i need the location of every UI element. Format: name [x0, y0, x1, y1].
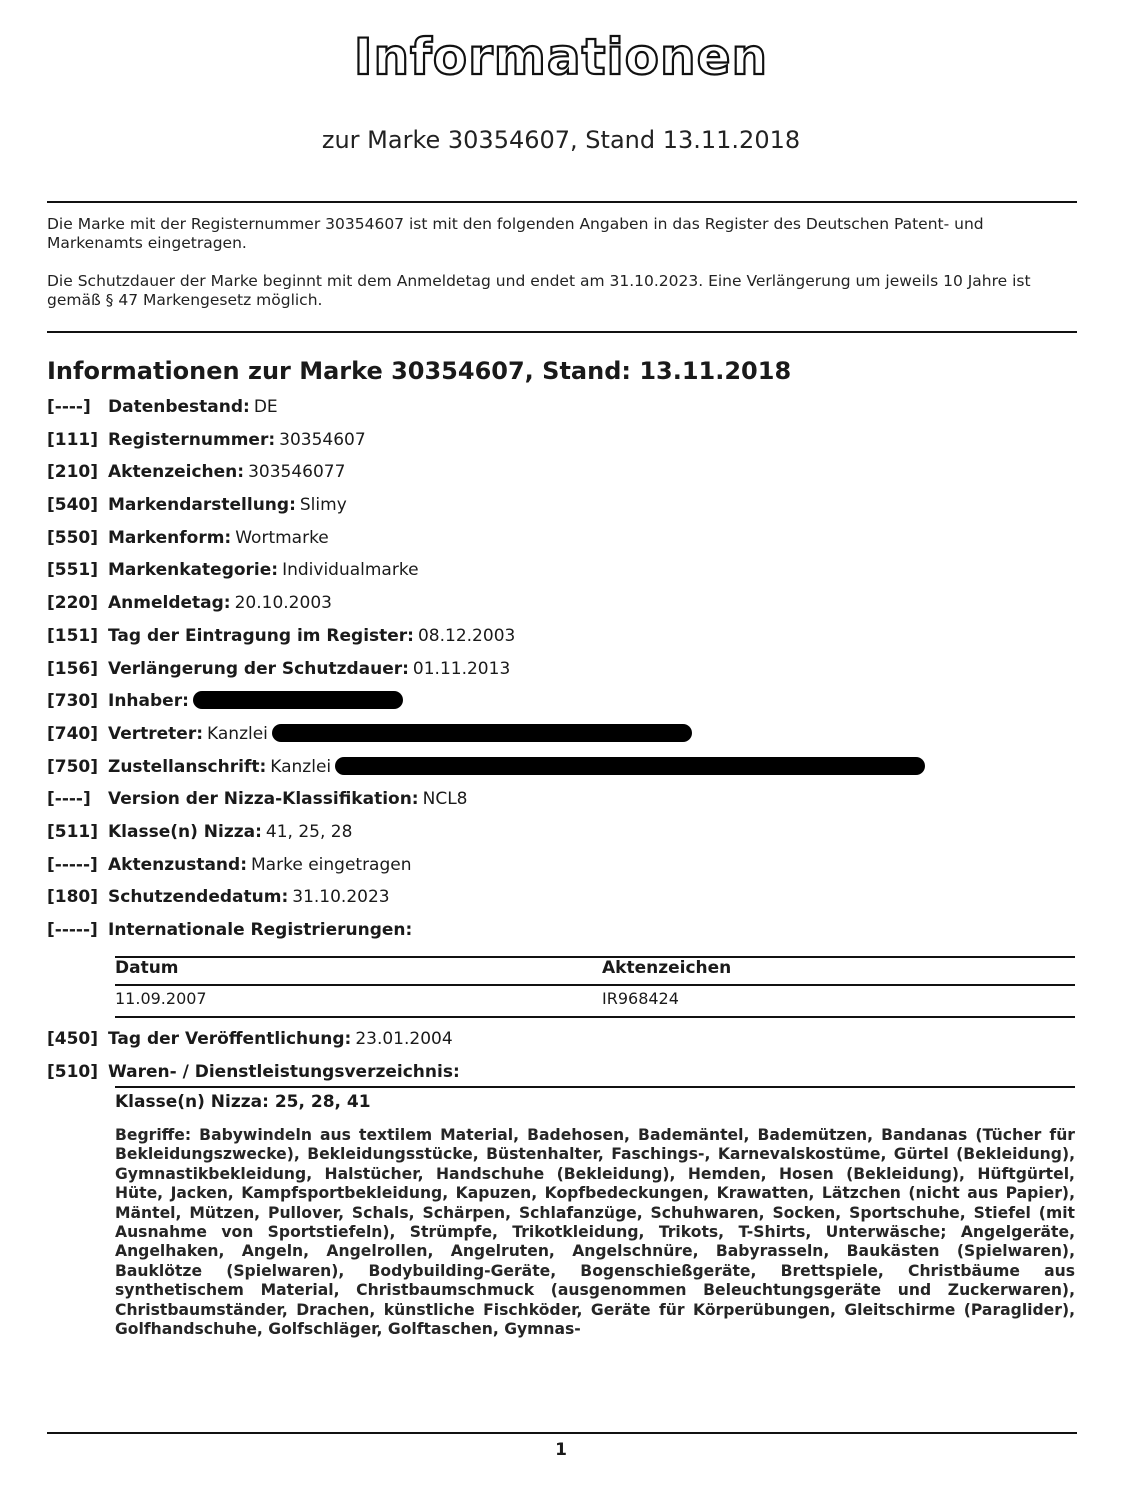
- field-value: 41, 25, 28: [265, 821, 353, 842]
- field-row-klassen: [47, 822, 1077, 855]
- field-label: Markenform:: [108, 527, 232, 548]
- inid-code: [111]: [47, 429, 99, 450]
- inid-code: [151]: [47, 625, 99, 646]
- goods-services-section: [115, 1092, 1075, 1339]
- column-header-aktenzeichen: Aktenzeichen: [602, 958, 732, 978]
- inid-code: [730]: [47, 691, 99, 712]
- inid-code: [740]: [47, 723, 99, 744]
- field-label: Verlängerung der Schutzdauer:: [108, 658, 409, 679]
- field-row-schutzende: [47, 887, 1077, 920]
- field-value: NCL8: [422, 789, 468, 810]
- trademark-fields: [47, 397, 1077, 953]
- field-row-aktenzustand: [47, 855, 1077, 888]
- field-label: Tag der Veröffentlichung:: [108, 1029, 352, 1049]
- inid-code: [551]: [47, 560, 99, 581]
- inid-code: [750]: [47, 756, 99, 777]
- inid-code: [550]: [47, 527, 99, 548]
- field-value: Slimy: [299, 495, 347, 516]
- nizza-classes: Klasse(n) Nizza: 25, 28, 41: [115, 1092, 371, 1112]
- field-label: Klasse(n) Nizza:: [108, 821, 262, 842]
- field-row-intl-registrierungen: [47, 920, 1077, 953]
- field-label: Schutzendedatum:: [108, 887, 289, 908]
- field-label: Markendarstellung:: [108, 495, 296, 516]
- field-row-inhaber: [47, 691, 1077, 724]
- inid-code: [510]: [47, 1061, 99, 1082]
- field-label: Datenbestand:: [108, 397, 250, 417]
- field-label: Zustellanschrift:: [108, 756, 267, 777]
- field-row-verlaengerung: [47, 659, 1077, 692]
- field-row-warenverzeichnis: [47, 1062, 1077, 1095]
- field-row-eintragung: [47, 626, 1077, 659]
- table-row: [115, 986, 1075, 1018]
- inid-code: [-----]: [47, 854, 98, 875]
- field-label: Aktenzeichen:: [108, 462, 245, 483]
- goods-terms: Begriffe: Babywindeln aus textilem Material, Badehosen, Bademäntel, Bademützen, Bandanas (Tücher für Bekleidungszwecke), Bekleidungsstücke, Büstenhalter, Faschings-, Karnevalskostüme, Gürtel (Bekleidung), Gymnastikbekleidung, Halstücher, Handschuhe (Bekleidung), Hemden, Hosen (Bekleidung), Hüftgürtel, Hüte, Jacken, Kampfsportbekleidung, Kapuzen, Kopfbedeckungen, Krawatten, Lätzchen (nicht aus Papier), Mäntel, Mützen, Pullover, Schals, Schärpen, Schlafanzüge, Schuhwaren, Socken, Sportschuhe, Stiefel (mit Ausnahme von Sportstiefeln), Strümpfe, Trikotkleidung, Trikots, T-Shirts, Unterwäsche; Angelgeräte, Angelhaken, Angeln, Angelrollen, Angelruten, Angelschnüre, Babyrasseln, Baukästen (Spielwaren), Bauklötze (Spielwaren), Bodybuilding-Geräte, Bogenschießgeräte, Brettspiele, Christbäume aus synthetischem Material, Christbaumschmuck (ausgenommen Beleuchtungsgeräte und Zuckerwaren), Christbaumständer, Drachen, künstliche Fischköder, Geräte für Körperübungen, Gleitschirme (Paraglider), Golfhandschuhe, Golfschläger, Golftaschen, Gymnas-: [115, 1126, 1075, 1339]
- trademark-fields-continued: [47, 1029, 1077, 1094]
- field-value: 30354607: [279, 429, 366, 450]
- inid-code: [540]: [47, 495, 99, 516]
- divider: [115, 1086, 1075, 1088]
- inid-code: [210]: [47, 462, 99, 483]
- inid-code: [-----]: [47, 920, 98, 940]
- column-header-datum: Datum: [115, 958, 179, 978]
- field-row-zustellanschrift: [47, 757, 1077, 790]
- field-row-datenbestand: [47, 397, 1077, 430]
- inid-code: [----]: [47, 397, 91, 417]
- field-value: Marke eingetragen: [251, 854, 412, 875]
- field-value: 20.10.2003: [234, 593, 332, 614]
- divider: [47, 331, 1077, 333]
- field-value: 31.10.2023: [292, 887, 390, 908]
- field-row-veroeffentlichung: [47, 1029, 1077, 1062]
- field-value: Kanzlei: [207, 723, 268, 744]
- page-title: Informationen: [353, 28, 769, 86]
- field-label: Aktenzustand:: [108, 854, 248, 875]
- field-label: Inhaber:: [108, 691, 189, 712]
- field-value: Wortmarke: [235, 527, 329, 548]
- field-value: Individualmarke: [282, 560, 419, 581]
- inid-code: [511]: [47, 821, 99, 842]
- page-subtitle: zur Marke 30354607, Stand 13.11.2018: [321, 126, 801, 154]
- field-label: Markenkategorie:: [108, 560, 279, 581]
- divider: [47, 201, 1077, 203]
- field-label: Internationale Registrierungen:: [108, 920, 413, 940]
- inid-code: [450]: [47, 1029, 99, 1049]
- field-value: 01.11.2013: [412, 658, 511, 679]
- field-label: Version der Nizza-Klassifikation:: [108, 789, 419, 810]
- field-row-markendarstellung: [47, 495, 1077, 528]
- field-row-markenform: [47, 528, 1077, 561]
- cell-aktenzeichen: IR968424: [602, 989, 679, 1008]
- cell-datum: 11.09.2007: [115, 989, 207, 1008]
- field-label: Registernummer:: [108, 429, 276, 450]
- field-row-registernummer: [47, 430, 1077, 463]
- field-row-markenkategorie: [47, 560, 1077, 593]
- inid-code: [180]: [47, 887, 99, 908]
- field-row-nizza-version: [47, 789, 1077, 822]
- redaction-bar: [272, 724, 692, 742]
- field-row-anmeldetag: [47, 593, 1077, 626]
- inid-code: [156]: [47, 658, 99, 679]
- table-header-row: [115, 958, 1075, 986]
- field-value: Kanzlei: [270, 756, 332, 777]
- section-heading: Informationen zur Marke 30354607, Stand: 13.11.2018: [47, 357, 792, 385]
- inid-code: [----]: [47, 789, 91, 810]
- field-label: Vertreter:: [108, 723, 204, 744]
- field-label: Waren- / Dienstleistungsverzeichnis:: [108, 1061, 460, 1082]
- field-label: Tag der Eintragung im Register:: [108, 625, 414, 646]
- field-value: 303546077: [248, 462, 346, 483]
- field-label: Anmeldetag:: [108, 593, 231, 614]
- field-value: 23.01.2004: [355, 1029, 453, 1049]
- field-row-vertreter: [47, 724, 1077, 757]
- field-value: DE: [253, 397, 278, 417]
- intl-registrations-table: [115, 958, 1075, 1018]
- field-value: 08.12.2003: [417, 625, 516, 646]
- redaction-bar: [193, 691, 403, 709]
- page-number: 1: [555, 1440, 567, 1460]
- intro-duration-text: Die Schutzdauer der Marke beginnt mit dem Anmeldetag und endet am 31.10.2023. Eine Verlängerung um jeweils 10 Jahre ist gemäß § 47 Markengesetz möglich.: [47, 272, 1031, 309]
- redaction-bar: [335, 757, 925, 775]
- field-row-aktenzeichen: [47, 462, 1077, 495]
- footer-rule: [47, 1432, 1077, 1434]
- intro-register-text: Die Marke mit der Registernummer 30354607 ist mit den folgenden Angaben in das Register des Deutschen Patent- und Markenamts eingetragen.: [47, 215, 984, 252]
- inid-code: [220]: [47, 593, 99, 614]
